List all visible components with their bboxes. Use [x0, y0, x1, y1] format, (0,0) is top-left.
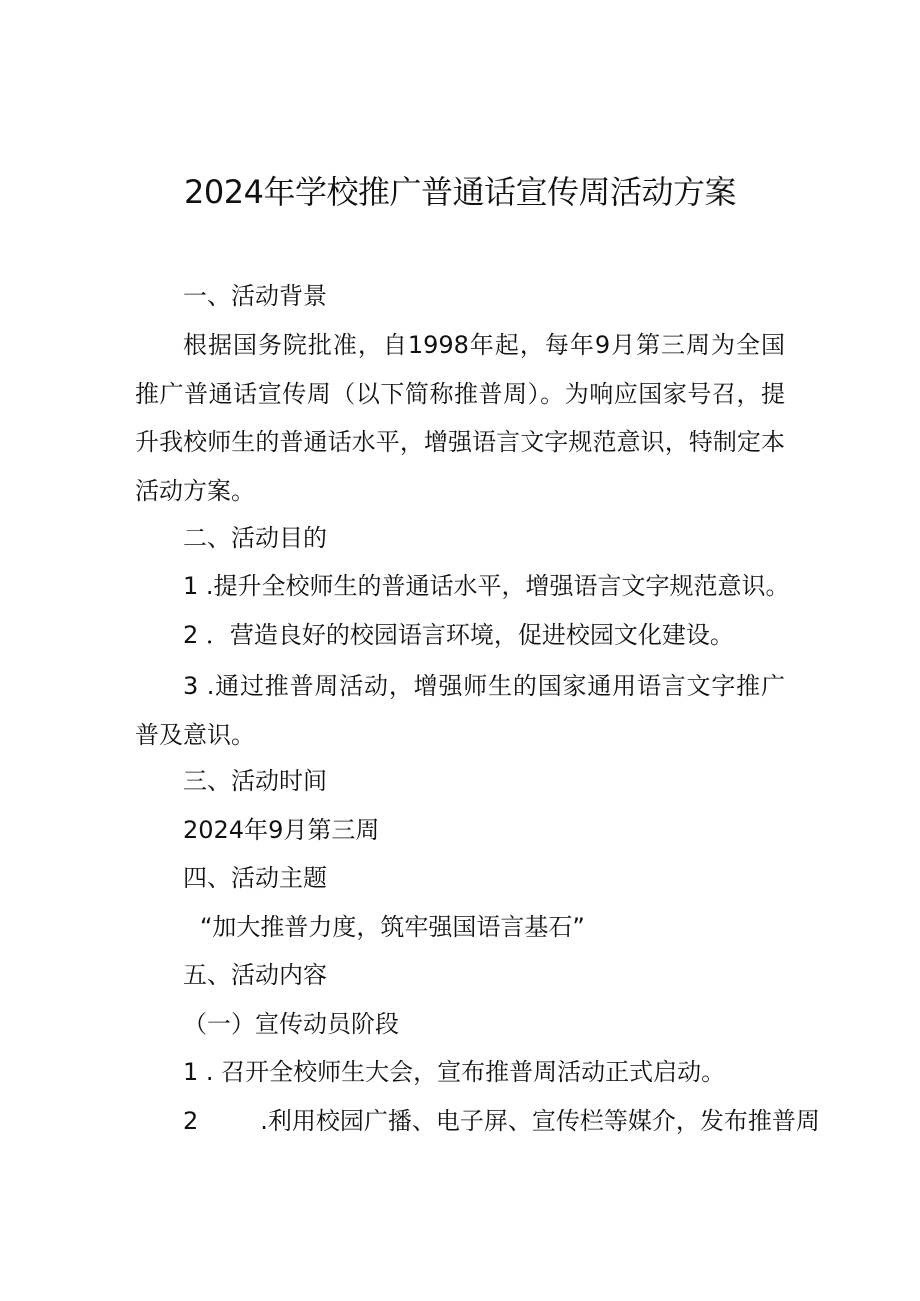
- content-item-2-text: .利用校园广播、电子屏、宣传栏等媒介，发布推普周: [260, 1107, 820, 1135]
- document-title: 2024年学校推广普通话宣传周活动方案: [184, 173, 736, 211]
- section-heading-background: 一、活动背景: [183, 282, 327, 310]
- section-heading-theme: 四、活动主题: [183, 864, 327, 892]
- section-heading-content: 五、活动内容: [183, 961, 327, 989]
- purpose-item-2: 2 ．营造良好的校园语言环境，促进校园文化建设。: [183, 621, 734, 649]
- purpose-item-1: 1 .提升全校师生的普通话水平，增强语言文字规范意识。: [183, 572, 790, 600]
- content-item-1: 1 . 召开全校师生大会，宣布推普周活动正式启动。: [183, 1058, 726, 1086]
- purpose-item-3: 3 .通过推普周活动，增强师生的国家通用语言文字推广普及意识。: [135, 672, 785, 749]
- section-body-background: 根据国务院批准，自1998年起，每年9月第三周为全国推广普通话宣传周（以下简称推普周）。为响应国家号召，提升我校师生的普通话水平，增强语言文字规范意识，特制定本活动方案。: [135, 331, 785, 505]
- section-heading-purpose: 二、活动目的: [183, 524, 327, 552]
- section-body-time: 2024年9月第三周: [183, 816, 380, 844]
- section-heading-time: 三、活动时间: [183, 767, 327, 795]
- content-item-2-number: 2: [183, 1107, 199, 1135]
- content-item-2: [183, 1103, 820, 1139]
- content-subheading-1: （一）宣传动员阶段: [183, 1010, 399, 1038]
- section-body-theme: “加大推普力度，筑牢强国语言基石”: [200, 913, 585, 941]
